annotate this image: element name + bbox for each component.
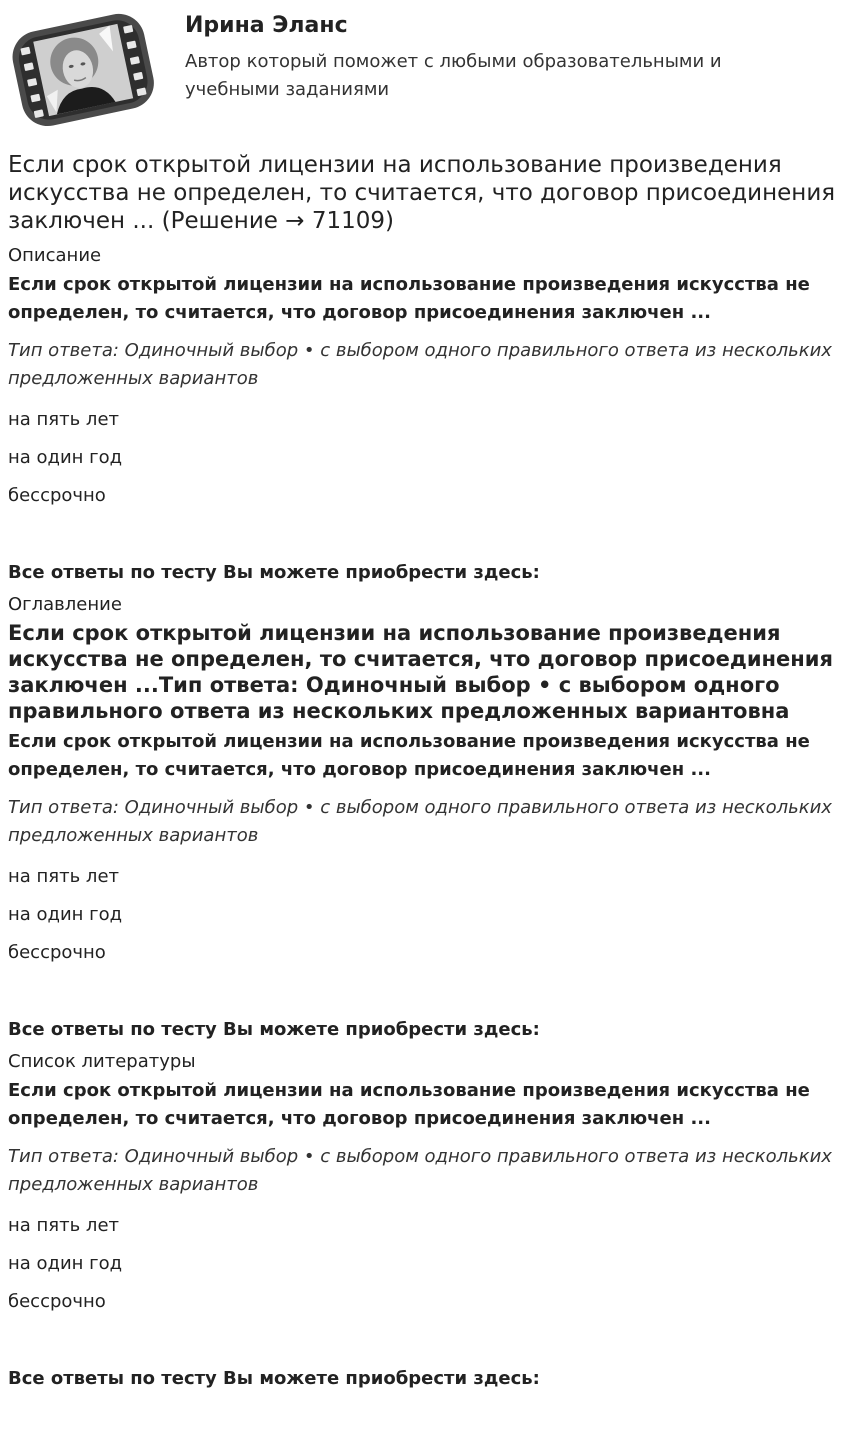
page-title: Если срок открытой лицензии на использование произведения искусства не определен, то считается, что договор присоединения заключен ... (Решение → 71109) [8, 152, 836, 234]
question-text: Если срок открытой лицензии на использование произведения искусства не определен, то считается, что договор присоединения заключен ... [8, 731, 810, 780]
author-info [185, 8, 785, 104]
buy-answers-text: Все ответы по тесту Вы можете приобрести здесь: [8, 1368, 540, 1389]
author-card [8, 8, 839, 148]
section-label-literature: Список литературы [8, 1051, 196, 1072]
answer-type: Тип ответа: Одиночный выбор • с выбором одного правильного ответа из нескольких предложенных вариантов [8, 340, 832, 389]
section-label-toc: Оглавление [8, 594, 122, 615]
answer-option: на пять лет [8, 866, 119, 887]
avatar-image [8, 8, 158, 130]
answer-option: на пять лет [8, 409, 119, 430]
answer-type: Тип ответа: Одиночный выбор • с выбором одного правильного ответа из нескольких предложенных вариантов [8, 797, 832, 846]
author-description: Автор который поможет с любыми образовательными и учебными заданиями [185, 51, 722, 100]
description-section [8, 245, 839, 584]
literature-section [8, 1051, 839, 1390]
answer-option: на один год [8, 904, 123, 925]
toc-section [8, 594, 839, 1041]
answer-option: на пять лет [8, 1215, 119, 1236]
answer-type: Тип ответа: Одиночный выбор • с выбором одного правильного ответа из нескольких предложенных вариантов [8, 1146, 832, 1195]
section-label-description: Описание [8, 245, 102, 266]
answer-option: на один год [8, 1253, 123, 1274]
buy-answers-text: Все ответы по тесту Вы можете приобрести здесь: [8, 562, 540, 583]
question-text: Если срок открытой лицензии на использование произведения искусства не определен, то считается, что договор присоединения заключен ... [8, 274, 810, 323]
answer-option: на один год [8, 447, 123, 468]
answer-option: бессрочно [8, 485, 106, 506]
buy-answers-text: Все ответы по тесту Вы можете приобрести здесь: [8, 1019, 540, 1040]
avatar[interactable] [8, 8, 158, 130]
answer-option: бессрочно [8, 942, 106, 963]
author-name[interactable]: Ирина Эланс [185, 13, 348, 38]
answer-option: бессрочно [8, 1291, 106, 1312]
question-text: Если срок открытой лицензии на использование произведения искусства не определен, то считается, что договор присоединения заключен ... [8, 1080, 810, 1129]
toc-heading: Если срок открытой лицензии на использование произведения искусства не определен, то считается, что договор присоединения заключен ...Тип ответа: Одиночный выбор • с выбором одного правильного ответа из нескольких предложенных вариантовна [8, 621, 833, 723]
